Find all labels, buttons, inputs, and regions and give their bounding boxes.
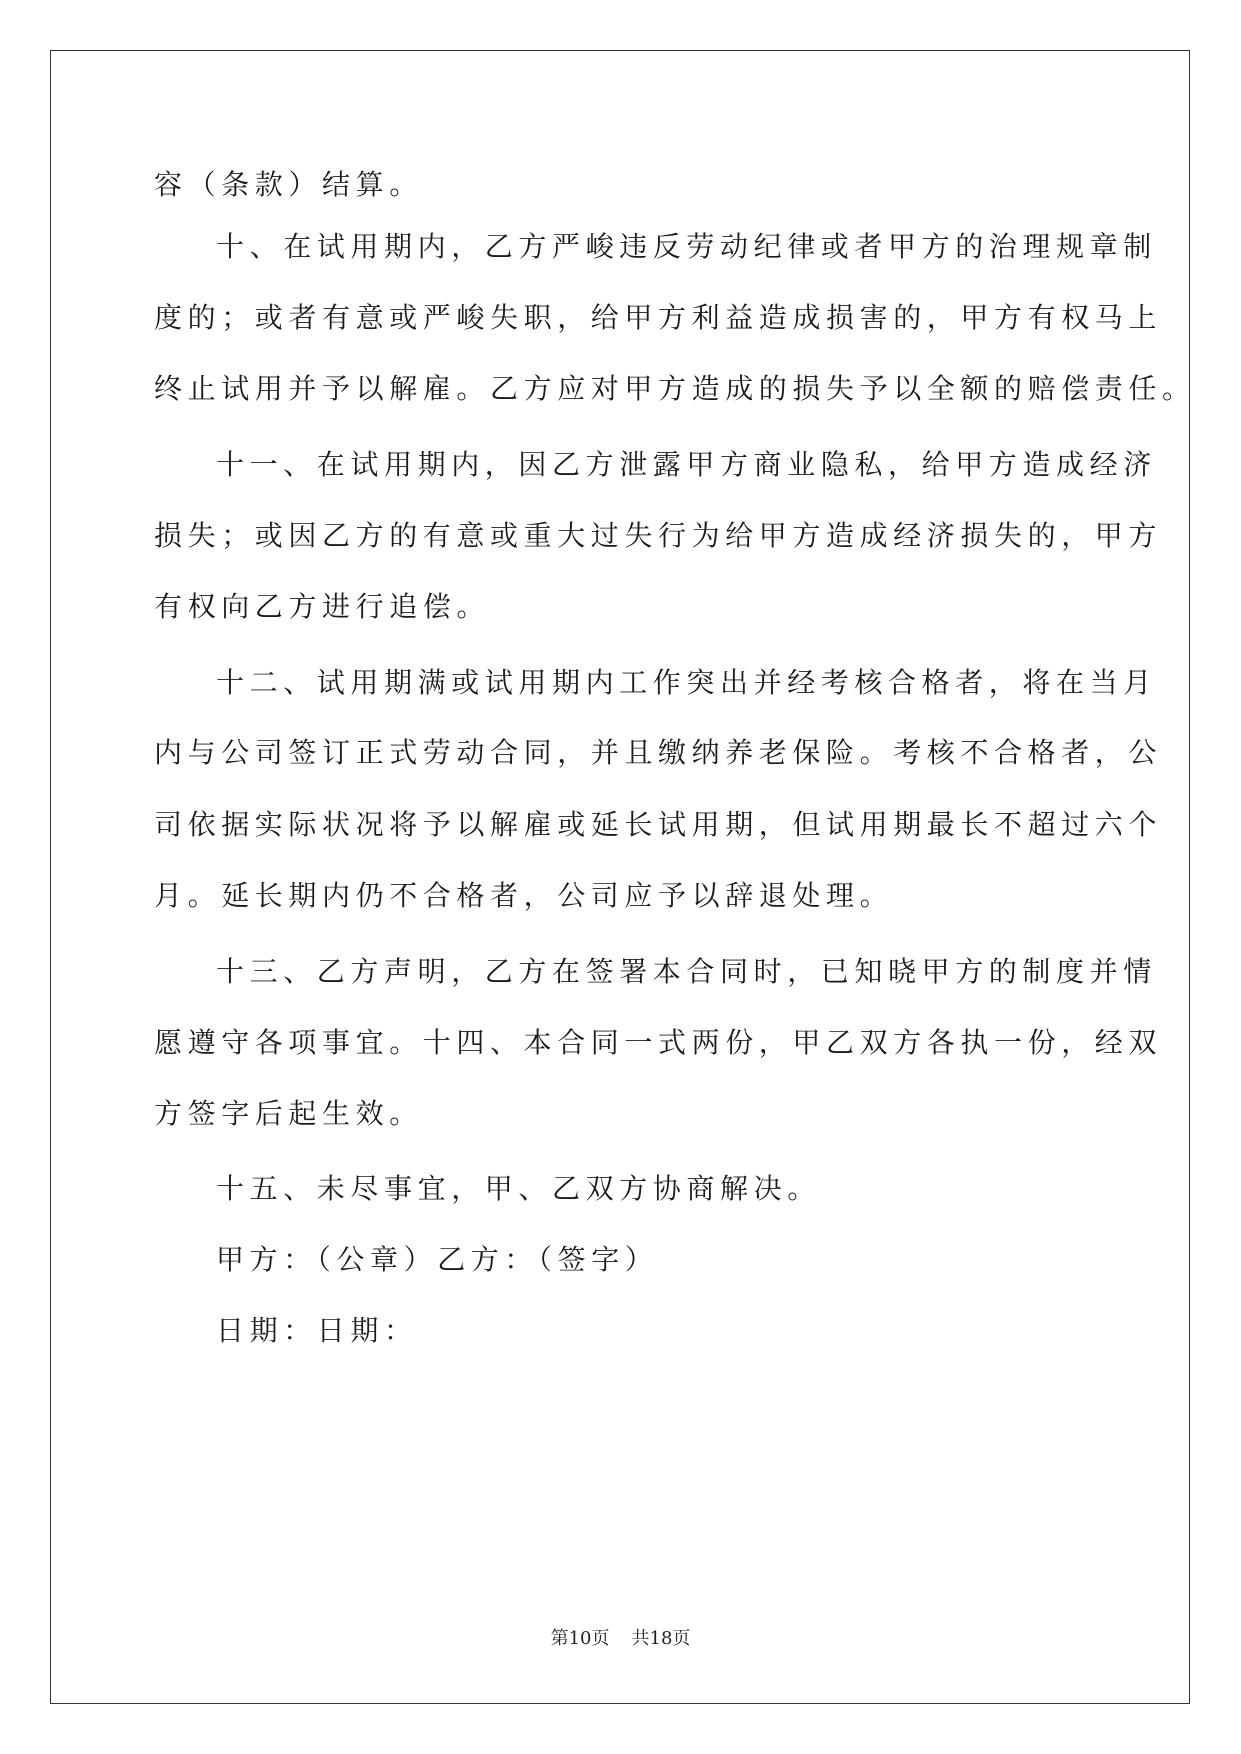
text-line: 月。延长期内仍不合格者，公司应予以辞退处理。 <box>154 879 894 912</box>
page-number-total: 共18页 <box>631 1628 691 1649</box>
text-line: 容（条款）结算。 <box>154 168 423 201</box>
clause-10-line: 十、在试用期内，乙方严峻违反劳动纪律或者甲方的治理规章制 <box>216 230 1157 263</box>
text-line: 愿遵守各项事宜。十四、本合同一式两份，甲乙双方各执一份，经双 <box>154 1026 1163 1059</box>
text-line: 度的；或者有意或严峻失职，给甲方利益造成损害的，甲方有权马上 <box>154 301 1163 334</box>
text-line: 内与公司签订正式劳动合同，并且缴纳养老保险。考核不合格者，公 <box>154 736 1163 769</box>
clause-11-line: 十一、在试用期内，因乙方泄露甲方商业隐私，给甲方造成经济 <box>216 448 1157 481</box>
party-signature-line: 甲方：（公章）乙方：（签字） <box>216 1243 659 1276</box>
clause-13-line: 十三、乙方声明，乙方在签署本合同时，已知晓甲方的制度并情 <box>216 955 1157 988</box>
text-line: 损失；或因乙方的有意或重大过失行为给甲方造成经济损失的，甲方 <box>154 519 1163 552</box>
text-line: 有权向乙方进行追偿。 <box>154 590 491 623</box>
text-line: 方签字后起生效。 <box>154 1097 423 1130</box>
clause-15-line: 十五、未尽事宜，甲、乙双方协商解决。 <box>216 1172 821 1205</box>
page-number-current: 第10页 <box>550 1628 610 1649</box>
text-line: 司依据实际状况将予以解雇或延长试用期，但试用期最长不超过六个 <box>154 808 1163 841</box>
date-line: 日期：日期： <box>216 1314 418 1347</box>
text-line: 终止试用并予以解雇。乙方应对甲方造成的损失予以全额的赔偿责任。 <box>154 372 1196 405</box>
clause-12-line: 十二、试用期满或试用期内工作突出并经考核合格者，将在当月 <box>216 666 1157 699</box>
page-footer <box>0 1627 1241 1651</box>
